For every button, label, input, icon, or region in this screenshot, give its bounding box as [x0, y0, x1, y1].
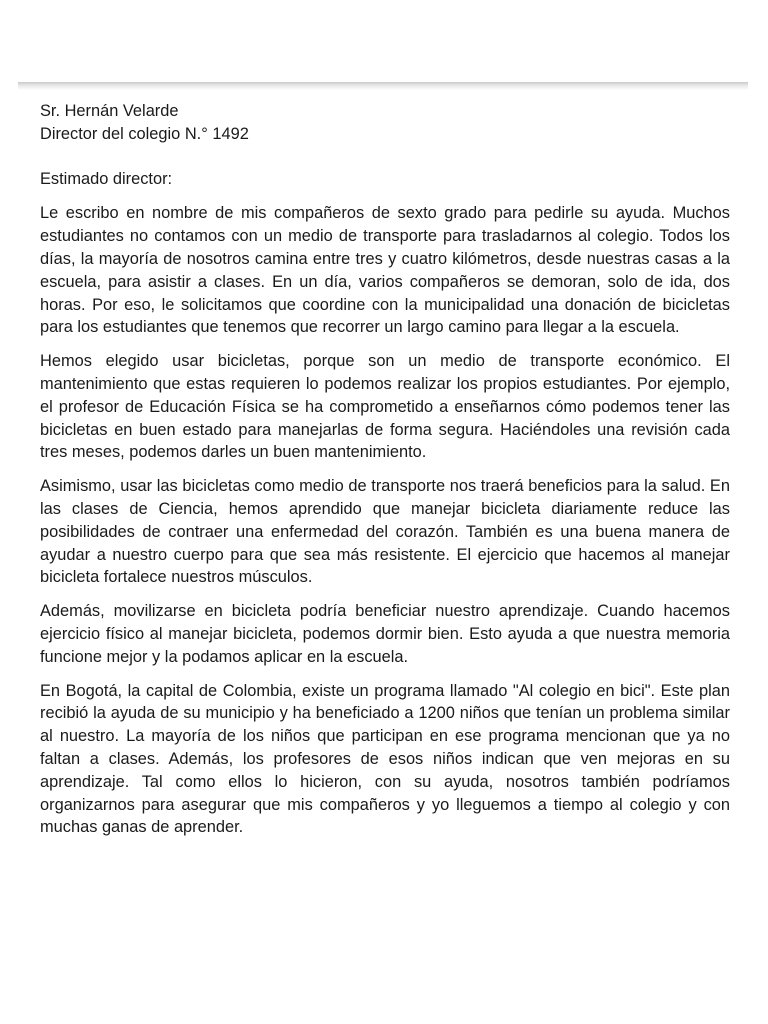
paragraph-bogota-example: En Bogotá, la capital de Colombia, existe un programa llamado "Al colegio en bici". Este plan recibió la ayuda de su municipio y ha beneficiado a 1200 niños que tenían un problema similar al nuestro. La mayoría de los niños que participan en ese programa mencionan que ya no faltan a clases. Además, los profesores de esos niños indican que ven mejoras en su aprendizaje. Tal como ellos lo hicieron, con su ayuda, nosotros también podríamos organizarnos para asegurar que mis compañeros y yo lleguemos a tiempo al colegio y con muchas ganas de aprender.: [40, 681, 730, 837]
recipient-name: Sr. Hernán Velarde: [40, 102, 179, 120]
page-edge-shadow: [18, 82, 748, 90]
paragraph-health: Asimismo, usar las bicicletas como medio de transporte nos traerá beneficios para la salud. En las clases de Ciencia, hemos aprendido que manejar bicicleta diariamente reduce las posibilidades de contraer una enfermedad del corazón. También es una buena manera de ayudar a nuestro cuerpo para que sea más resistente. El ejercicio que hacemos al manejar bicicleta fortalece nuestros músculos.: [40, 477, 730, 587]
recipient-title: Director del colegio N.° 1492: [40, 124, 249, 143]
paragraph-request: Le escribo en nombre de mis compañeros de sexto grado para pedirle su ayuda. Muchos estudiantes no contamos con un medio de transporte para trasladarnos al colegio. Todos los días, la mayoría de nosotros camina entre tres y cuatro kilómetros, desde nuestras casas a la escuela, para asistir a clases. En un día, varios compañeros se demoran, solo de ida, dos horas. Por eso, le solicitamos que coordine con la municipalidad una donación de bicicletas para los estudiantes que tenemos que recorrer un largo camino para llegar a la escuela.: [40, 204, 730, 337]
paragraph-learning: Además, movilizarse en bicicleta podría beneficiar nuestro aprendizaje. Cuando hacemos ejercicio físico al manejar bicicleta, podemos dormir bien. Esto ayuda a que nuestra memoria funcione mejor y la podamos aplicar en la escuela.: [40, 602, 730, 666]
salutation: Estimado director:: [40, 169, 173, 188]
letter-body: [40, 100, 730, 839]
paragraph-economy: Hemos elegido usar bicicletas, porque son un medio de transporte económico. El mantenimiento que estas requieren lo podemos realizar los propios estudiantes. Por ejemplo, el profesor de Educación Física se ha comprometido a enseñarnos cómo podemos tener las bicicletas en buen estado para manejarlas de forma segura. Haciéndoles una revisión cada tres meses, podemos darles un buen mantenimiento.: [40, 352, 730, 462]
recipient-block: [40, 100, 730, 146]
